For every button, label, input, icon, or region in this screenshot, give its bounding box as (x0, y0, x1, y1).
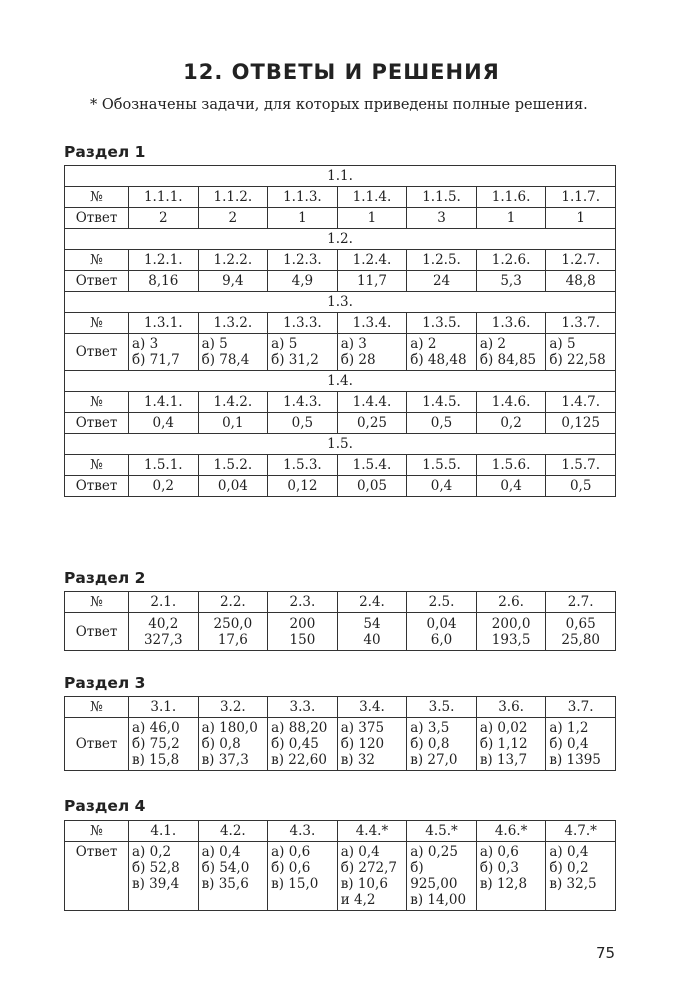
section-1-heading: Раздел 1 (64, 143, 146, 161)
answer-cell: а) 1,2 б) 0,4 в) 1395 (546, 718, 616, 771)
task-number: 1.4.6. (476, 392, 546, 413)
task-number: 1.5.2. (198, 455, 268, 476)
answer-cell: 1 (476, 208, 546, 229)
page-title: 12. ОТВЕТЫ И РЕШЕНИЯ (183, 60, 500, 84)
answer-cell: а) 3 б) 28 (337, 334, 407, 371)
answer-cell: а) 3,5 б) 0,8 в) 27,0 (407, 718, 477, 771)
task-number: 1.1.5. (407, 187, 477, 208)
answer-row (65, 413, 616, 434)
task-number: 2.1. (129, 592, 199, 613)
answer-cell: а) 0,6 б) 0,3 в) 12,8 (476, 842, 546, 911)
answer-cell: 0,04 (198, 476, 268, 497)
task-number: 1.2.6. (476, 250, 546, 271)
answer-label: Ответ (65, 208, 129, 229)
answer-label: Ответ (65, 842, 129, 911)
task-row (65, 313, 616, 334)
page-number: 75 (596, 944, 616, 962)
task-number: 4.3. (268, 821, 338, 842)
answer-cell: 1 (337, 208, 407, 229)
answer-cell: а) 2 б) 84,85 (476, 334, 546, 371)
num-label: № (65, 392, 129, 413)
answer-cell: а) 0,25 б) 925,00 в) 14,00 (407, 842, 477, 911)
task-number: 1.5.3. (268, 455, 338, 476)
answer-cell: 0,04 6,0 (407, 613, 477, 651)
task-number: 1.2.5. (407, 250, 477, 271)
num-label: № (65, 592, 129, 613)
task-number: 1.4.7. (546, 392, 616, 413)
answer-cell: а) 0,6 б) 0,6 в) 15,0 (268, 842, 338, 911)
answer-cell: 0,125 (546, 413, 616, 434)
task-number: 1.1.6. (476, 187, 546, 208)
answer-cell: 0,4 (476, 476, 546, 497)
answer-cell: 0,25 (337, 413, 407, 434)
task-number: 4.6.* (476, 821, 546, 842)
task-number: 2.3. (268, 592, 338, 613)
answer-cell: 11,7 (337, 271, 407, 292)
task-number: 4.2. (198, 821, 268, 842)
answer-label: Ответ (65, 476, 129, 497)
task-number: 3.3. (268, 697, 338, 718)
answer-cell: 5,3 (476, 271, 546, 292)
task-number: 1.3.7. (546, 313, 616, 334)
task-number: 2.5. (407, 592, 477, 613)
answer-cell: а) 88,20 б) 0,45 в) 22,60 (268, 718, 338, 771)
answer-cell: а) 46,0 б) 75,2 в) 15,8 (129, 718, 199, 771)
answer-cell: 24 (407, 271, 477, 292)
num-label: № (65, 455, 129, 476)
section-2-table (64, 591, 616, 651)
section-2-task-row (65, 592, 616, 613)
answer-row (65, 271, 616, 292)
task-number: 1.2.7. (546, 250, 616, 271)
answer-cell: 1 (546, 208, 616, 229)
section-4-answer-row (65, 842, 616, 911)
task-number: 3.1. (129, 697, 199, 718)
task-number: 1.1.7. (546, 187, 616, 208)
answer-cell: 0,12 (268, 476, 338, 497)
num-label: № (65, 187, 129, 208)
answer-cell: а) 5 б) 22,58 (546, 334, 616, 371)
task-number: 1.4.2. (198, 392, 268, 413)
block-title-row (65, 292, 616, 313)
answer-cell: 0,4 (129, 413, 199, 434)
block-title: 1.3. (65, 292, 616, 313)
task-row (65, 392, 616, 413)
answer-cell: 0,5 (268, 413, 338, 434)
task-number: 1.2.4. (337, 250, 407, 271)
answer-cell: 48,8 (546, 271, 616, 292)
num-label: № (65, 821, 129, 842)
task-number: 4.5.* (407, 821, 477, 842)
task-number: 4.7.* (546, 821, 616, 842)
answer-cell: 0,05 (337, 476, 407, 497)
answer-cell: а) 5 б) 31,2 (268, 334, 338, 371)
task-number: 2.2. (198, 592, 268, 613)
answer-cell: а) 180,0 б) 0,8 в) 37,3 (198, 718, 268, 771)
answer-cell: 1 (268, 208, 338, 229)
answer-cell: а) 0,02 б) 1,12 в) 13,7 (476, 718, 546, 771)
task-number: 1.2.2. (198, 250, 268, 271)
task-number: 1.4.5. (407, 392, 477, 413)
answer-cell: 250,0 17,6 (198, 613, 268, 651)
num-label: № (65, 313, 129, 334)
num-label: № (65, 697, 129, 718)
section-3-task-row (65, 697, 616, 718)
answer-cell: а) 2 б) 48,48 (407, 334, 477, 371)
answer-label: Ответ (65, 613, 129, 651)
answer-label: Ответ (65, 413, 129, 434)
task-number: 1.3.2. (198, 313, 268, 334)
answer-cell: 0,65 25,80 (546, 613, 616, 651)
answer-label: Ответ (65, 718, 129, 771)
answer-cell: 8,16 (129, 271, 199, 292)
section-2-heading: Раздел 2 (64, 569, 146, 587)
task-number: 3.6. (476, 697, 546, 718)
section-4-heading: Раздел 4 (64, 797, 146, 815)
task-number: 1.5.5. (407, 455, 477, 476)
task-number: 1.3.5. (407, 313, 477, 334)
answer-cell: 0,5 (407, 413, 477, 434)
task-number: 1.1.4. (337, 187, 407, 208)
task-number: 1.5.6. (476, 455, 546, 476)
answer-cell: 0,2 (476, 413, 546, 434)
section-3-answer-row (65, 718, 616, 771)
answer-cell: 3 (407, 208, 477, 229)
intro-note: * Обозначены задачи, для которых приведены полные решения. (90, 97, 588, 113)
task-number: 3.2. (198, 697, 268, 718)
task-number: 1.5.1. (129, 455, 199, 476)
task-number: 2.6. (476, 592, 546, 613)
task-number: 1.3.3. (268, 313, 338, 334)
section-2-answer-row (65, 613, 616, 651)
answer-label: Ответ (65, 271, 129, 292)
section-3-heading: Раздел 3 (64, 674, 146, 692)
answer-row (65, 208, 616, 229)
answer-cell: 40,2 327,3 (129, 613, 199, 651)
answer-cell: 200,0 193,5 (476, 613, 546, 651)
task-number: 2.4. (337, 592, 407, 613)
task-number: 2.7. (546, 592, 616, 613)
answer-cell: а) 0,4 б) 272,7 в) 10,6 и 4,2 (337, 842, 407, 911)
task-number: 4.4.* (337, 821, 407, 842)
answer-cell: 0,2 (129, 476, 199, 497)
answer-cell: а) 3 б) 71,7 (129, 334, 199, 371)
task-number: 1.1.1. (129, 187, 199, 208)
task-number: 1.3.4. (337, 313, 407, 334)
section-4-task-row (65, 821, 616, 842)
block-title: 1.4. (65, 371, 616, 392)
block-title-row (65, 229, 616, 250)
answer-cell: 9,4 (198, 271, 268, 292)
answer-cell: 0,4 (407, 476, 477, 497)
answer-cell: 0,1 (198, 413, 268, 434)
answer-cell: а) 5 б) 78,4 (198, 334, 268, 371)
section-1-table (64, 165, 616, 497)
task-number: 1.1.3. (268, 187, 338, 208)
task-row (65, 250, 616, 271)
section-3-table (64, 696, 616, 771)
block-title-row (65, 371, 616, 392)
task-number: 3.7. (546, 697, 616, 718)
answer-cell: а) 0,4 б) 0,2 в) 32,5 (546, 842, 616, 911)
answer-row (65, 334, 616, 371)
answer-cell: 2 (198, 208, 268, 229)
answer-cell: 4,9 (268, 271, 338, 292)
answer-cell: а) 375 б) 120 в) 32 (337, 718, 407, 771)
answer-cell: 2 (129, 208, 199, 229)
task-number: 3.4. (337, 697, 407, 718)
task-number: 1.5.4. (337, 455, 407, 476)
task-number: 1.2.3. (268, 250, 338, 271)
task-row (65, 455, 616, 476)
task-row (65, 187, 616, 208)
block-title-row (65, 166, 616, 187)
task-number: 1.3.1. (129, 313, 199, 334)
answer-label: Ответ (65, 334, 129, 371)
block-title: 1.2. (65, 229, 616, 250)
task-number: 4.1. (129, 821, 199, 842)
task-number: 1.2.1. (129, 250, 199, 271)
task-number: 3.5. (407, 697, 477, 718)
task-number: 1.1.2. (198, 187, 268, 208)
task-number: 1.4.4. (337, 392, 407, 413)
block-title: 1.5. (65, 434, 616, 455)
num-label: № (65, 250, 129, 271)
answer-cell: 54 40 (337, 613, 407, 651)
answer-cell: 200 150 (268, 613, 338, 651)
answer-row (65, 476, 616, 497)
answer-cell: а) 0,2 б) 52,8 в) 39,4 (129, 842, 199, 911)
block-title-row (65, 434, 616, 455)
answer-cell: 0,5 (546, 476, 616, 497)
task-number: 1.5.7. (546, 455, 616, 476)
block-title: 1.1. (65, 166, 616, 187)
section-4-table (64, 820, 616, 911)
task-number: 1.4.3. (268, 392, 338, 413)
answer-cell: а) 0,4 б) 54,0 в) 35,6 (198, 842, 268, 911)
task-number: 1.4.1. (129, 392, 199, 413)
task-number: 1.3.6. (476, 313, 546, 334)
